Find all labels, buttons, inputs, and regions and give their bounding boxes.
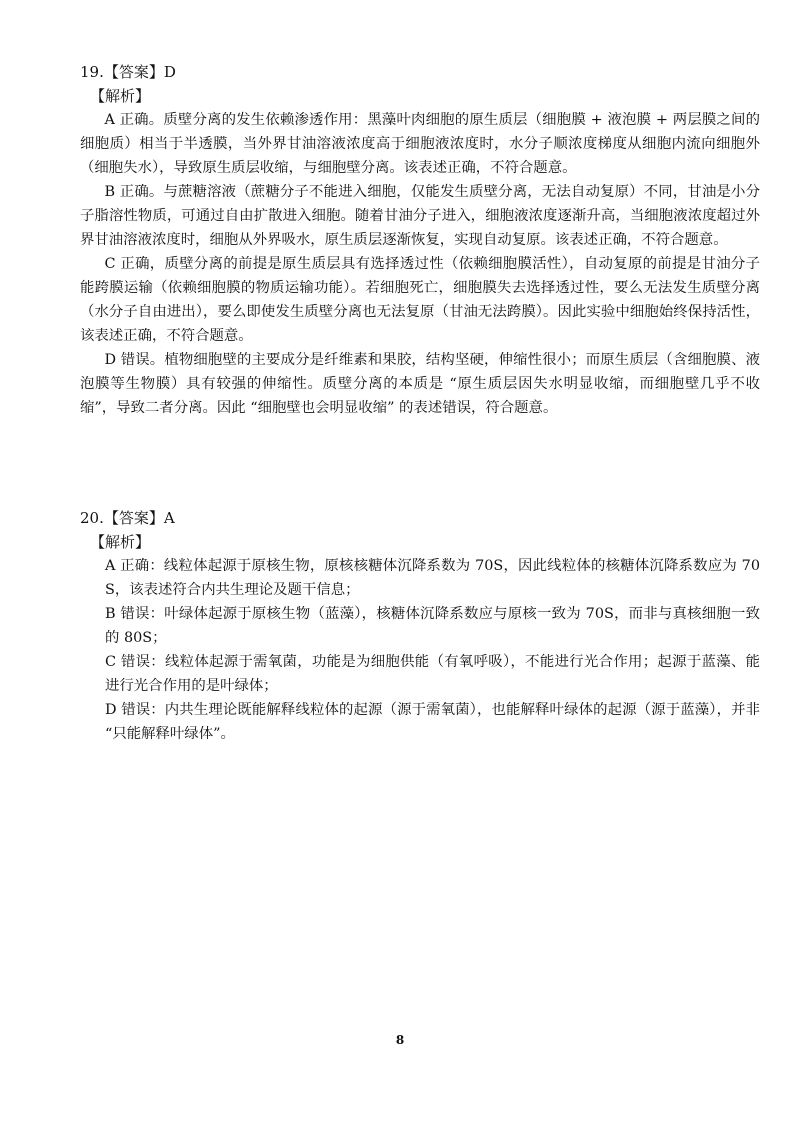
question-20-answer-heading: 20.【答案】A bbox=[80, 509, 175, 527]
question-19-option-d-analysis: D 错误。植物细胞壁的主要成分是纤维素和果胶，结构坚硬，伸缩性很小；而原生质层（含细胞膜、液泡膜等生物膜）具有较强的伸缩性。质壁分离的本质是 “原生质层因失水明显收缩，而细胞壁几乎不收缩”，导致二者分离。因此 “细胞壁也会明显收缩” 的表述错误，符合题意。 bbox=[80, 352, 760, 416]
question-20-option-b-analysis: B 错误：叶绿体起源于原核生物（蓝藻），核糖体沉降系数应与原核一致为 70S，而非与真核细胞一致的 80S； bbox=[105, 606, 760, 646]
question-19-section bbox=[80, 60, 760, 420]
question-20-option-d-analysis: D 错误：内共生理论既能解释线粒体的起源（源于需氧菌），也能解释叶绿体的起源（源于蓝藻），并非 “只能解释叶绿体”。 bbox=[105, 702, 760, 742]
question-19-answer-heading: 19.【答案】D bbox=[80, 63, 176, 81]
question-20-option-a-analysis: A 正确：线粒体起源于原核生物，原核核糖体沉降系数为 70S，因此线粒体的核糖体沉降系数应为 70S，该表述符合内共生理论及题干信息； bbox=[105, 558, 760, 598]
question-20-option-c-analysis: C 错误：线粒体起源于需氧菌，功能是为细胞供能（有氧呼吸），不能进行光合作用；起源于蓝藻、能进行光合作用的是叶绿体； bbox=[105, 654, 760, 694]
question-19-analysis-label: 【解析】 bbox=[90, 87, 151, 105]
question-19-option-c-analysis: C 正确，质壁分离的前提是原生质层具有选择透过性（依赖细胞膜活性），自动复原的前提是甘油分子能跨膜运输（依赖细胞膜的物质运输功能）。若细胞死亡，细胞膜失去选择透过性，要么无法发生质壁分离（水分子自由进出），要么即使发生质壁分离也无法复原（甘油无法跨膜）。因此实验中细胞始终保持活性，该表述正确，不符合题意。 bbox=[80, 256, 760, 344]
question-19-option-a-analysis: A 正确。质壁分离的发生依赖渗透作用：黑藻叶肉细胞的原生质层（细胞膜 + 液泡膜 + 两层膜之间的细胞质）相当于半透膜，当外界甘油溶液浓度高于细胞液浓度时，水分子顺浓度梯度从细胞内流向细胞外（细胞失水），导致原生质层收缩，与细胞壁分离。该表述正确，不符合题意。 bbox=[80, 112, 760, 176]
question-20-analysis-label: 【解析】 bbox=[90, 533, 151, 551]
question-20-section bbox=[80, 506, 760, 746]
page-number: 8 bbox=[395, 1033, 405, 1047]
question-19-option-b-analysis: B 正确。与蔗糖溶液（蔗糖分子不能进入细胞，仅能发生质壁分离，无法自动复原）不同，甘油是小分子脂溶性物质，可通过自由扩散进入细胞。随着甘油分子进入，细胞液浓度逐渐升高，当细胞液浓度超过外界甘油溶液浓度时，细胞从外界吸水，原生质层逐渐恢复，实现自动复原。该表述正确，不符合题意。 bbox=[80, 184, 760, 248]
